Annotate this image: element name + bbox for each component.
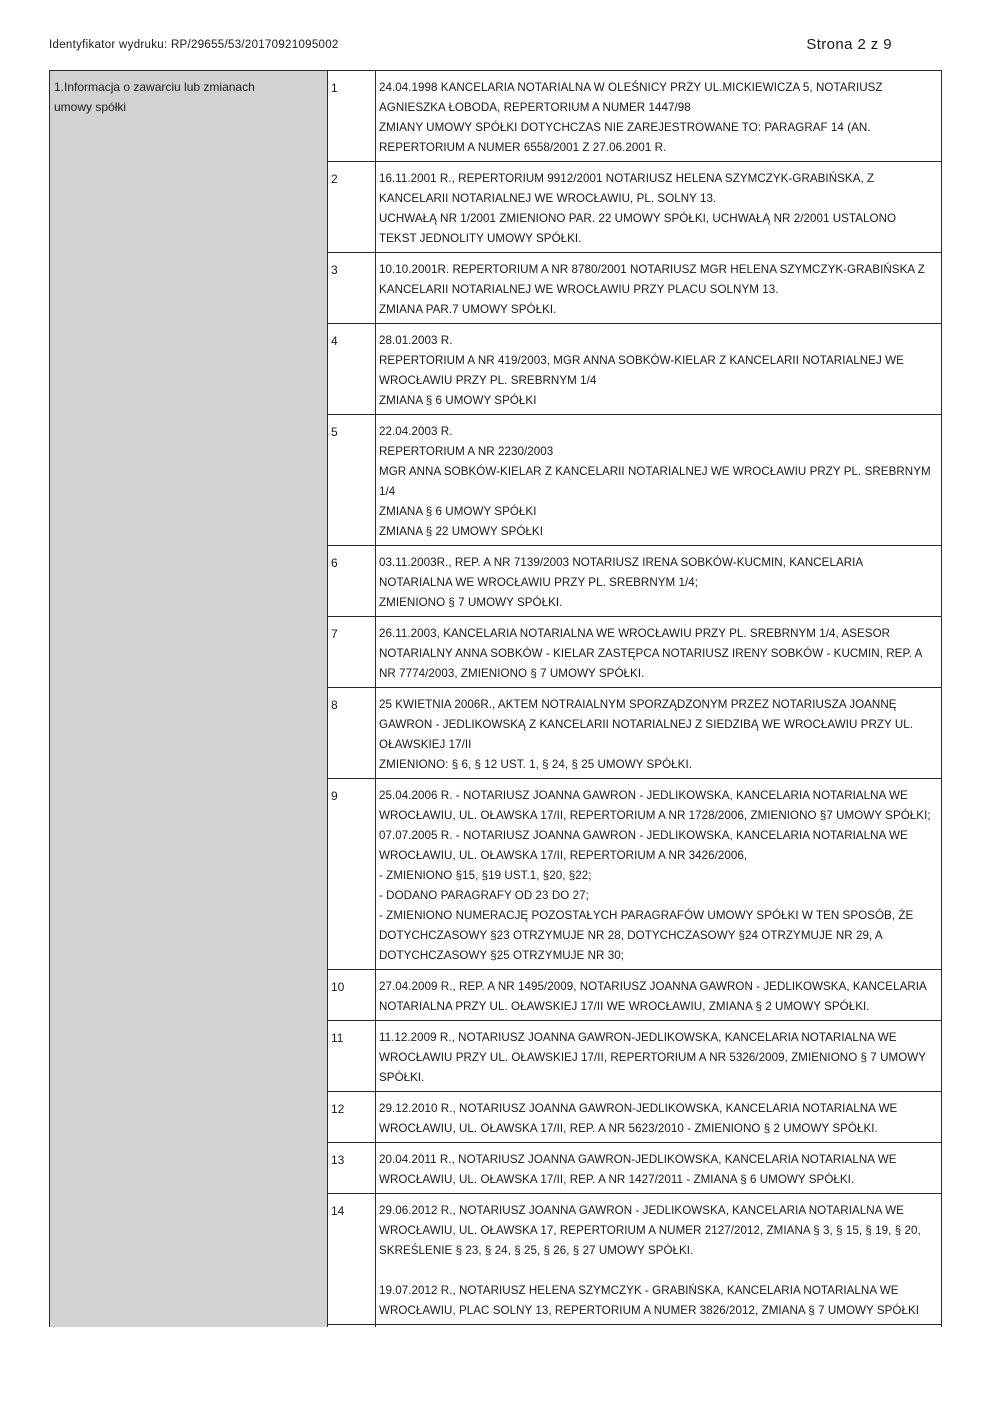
entry-text: 29.06.2012 R., NOTARIUSZ JOANNA GAWRON - JEDLIKOWSKA, KANCELARIA NOTARIALNA WE WROCŁAWIU, UL. OŁAWSKA 17, REPERTORIUM A NUMER 2127/2012, ZMIANA § 3, § 15, § 19, § 20, SKREŚLENIE § 23, § 24, § 25, § 26, § 27 UMOWY SPÓŁKI. 19.07.2012 R., NOTARIUSZ HELENA SZYMCZYK - GRABIŃSKA, KANCELARIA NOTARIALNA WE WROCŁAWIU, PLAC SOLNY 13, REPERTORIUM A NUMER 3826/2012, ZMIANA § 7 UMOWY SPÓŁKI [376,1194,942,1325]
print-identifier: Identyfikator wydruku: RP/29655/53/20170921095002 [49,39,339,51]
entry-number: 1 [328,71,376,162]
entry-number: 11 [328,1021,376,1092]
section-label-cell [50,71,328,1328]
entry-text: 27.04.2009 R., REP. A NR 1495/2009, NOTARIUSZ JOANNA GAWRON - JEDLIKOWSKA, KANCELARIA NOTARIALNA PRZY UL. OŁAWSKIEJ 17/II WE WROCŁAWIU, ZMIANA § 2 UMOWY SPÓŁKI. [376,970,942,1021]
entry-text: 03.11.2003R., REP. A NR 7139/2003 NOTARIUSZ IRENA SOBKÓW-KUCMIN, KANCELARIA NOTARIALNA WE WROCŁAWIU PRZY PL. SREBRNYM 1/4; ZMIENIONO § 7 UMOWY SPÓŁKI. [376,546,942,617]
entry-number: 6 [328,546,376,617]
entry-text: 22.04.2003 R. REPERTORIUM A NR 2230/2003 MGR ANNA SOBKÓW-KIELAR Z KANCELARII NOTARIALNEJ WE WROCŁAWIU PRZY PL. SREBRNYM 1/4 ZMIANA § 6 UMOWY SPÓŁKI ZMIANA § 22 UMOWY SPÓŁKI [376,415,942,546]
entry-number: 3 [328,253,376,324]
document-header [49,36,892,56]
section-label: 1.Informacja o zawarciu lub zmianach umowy spółki [54,80,255,114]
entry-text: 25.04.2006 R. - NOTARIUSZ JOANNA GAWRON - JEDLIKOWSKA, KANCELARIA NOTARIALNA WE WROCŁAWIU, UL. OŁAWSKA 17/II, REPERTORIUM A NR 1728/2006, ZMIENIONO §7 UMOWY SPÓŁKI; 07.07.2005 R. - NOTARIUSZ JOANNA GAWRON - JEDLIKOWSKA, KANCELARIA NOTARIALNA WE WROCŁAWIU, UL. OŁAWSKA 17/II, REPERTORIUM A NR 3426/2006, - ZMIENIONO §15, §19 UST.1, §20, §22; - DODANO PARAGRAFY OD 23 DO 27; - ZMIENIONO NUMERACJĘ POZOSTAŁYCH PARAGRAFÓW UMOWY SPÓŁKI W TEN SPOSÓB, ŻE DOTYCHCZASOWY §23 OTRZYMUJE NR 28, DOTYCHCZASOWY §24 OTRZYMUJE NR 29, A DOTYCHCZASOWY §25 OTRZYMUJE NR 30; [376,779,942,970]
entry-number: 14 [328,1194,376,1325]
entry-text: 25 KWIETNIA 2006R., AKTEM NOTRAIALNYM SPORZĄDZONYM PRZEZ NOTARIUSZA JOANNĘ GAWRON - JEDLIKOWSKĄ Z KANCELARII NOTARIALNEJ Z SIEDZIBĄ WE WROCŁAWIU PRZY UL. OŁAWSKIEJ 17/II ZMIENIONO: § 6, § 12 UST. 1, § 24, § 25 UMOWY SPÓŁKI. [376,688,942,779]
entry-text: 28.01.2003 R. REPERTORIUM A NR 419/2003, MGR ANNA SOBKÓW-KIELAR Z KANCELARII NOTARIALNEJ WE WROCŁAWIU PRZY PL. SREBRNYM 1/4 ZMIANA § 6 UMOWY SPÓŁKI [376,324,942,415]
continued-number-cell [328,1325,376,1328]
entry-number: 4 [328,324,376,415]
entry-text: 20.04.2011 R., NOTARIUSZ JOANNA GAWRON-JEDLIKOWSKA, KANCELARIA NOTARIALNA WE WROCŁAWIU, UL. OŁAWSKA 17/II, REP. A NR 1427/2011 - ZMIANA § 6 UMOWY SPÓŁKI. [376,1143,942,1194]
entry-text: 11.12.2009 R., NOTARIUSZ JOANNA GAWRON-JEDLIKOWSKA, KANCELARIA NOTARIALNA WE WROCŁAWIU PRZY UL. OŁAWSKIEJ 17/II, REPERTORIUM A NR 5326/2009, ZMIENIONO § 7 UMOWY SPÓŁKI. [376,1021,942,1092]
entry-text: 16.11.2001 R., REPERTORIUM 9912/2001 NOTARIUSZ HELENA SZYMCZYK-GRABIŃSKA, Z KANCELARII NOTARIALNEJ WE WROCŁAWIU, PL. SOLNY 13. UCHWAŁĄ NR 1/2001 ZMIENIONO PAR. 22 UMOWY SPÓŁKI, UCHWAŁĄ NR 2/2001 USTALONO TEKST JEDNOLITY UMOWY SPÓŁKI. [376,162,942,253]
entry-number: 2 [328,162,376,253]
entry-number: 10 [328,970,376,1021]
entry-number: 8 [328,688,376,779]
continued-text-cell [376,1325,942,1328]
entry-number: 5 [328,415,376,546]
entry-number: 12 [328,1092,376,1143]
table-row [50,71,942,162]
entry-text: 24.04.1998 KANCELARIA NOTARIALNA W OLEŚNICY PRZY UL.MICKIEWICZA 5, NOTARIUSZ AGNIESZKA ŁOBODA, REPERTORIUM A NUMER 1447/98 ZMIANY UMOWY SPÓŁKI DOTYCHCZAS NIE ZAREJESTROWANE TO: PARAGRAF 14 (AN. REPERTORIUM A NUMER 6558/2001 Z 27.06.2001 R. [376,71,942,162]
entry-text: 26.11.2003, KANCELARIA NOTARIALNA WE WROCŁAWIU PRZY PL. SREBRNYM 1/4, ASESOR NOTARIALNY ANNA SOBKÓW - KIELAR ZASTĘPCA NOTARIUSZ IRENY SOBKÓW - KUCMIN, REP. A NR 7774/2003, ZMIENIONO § 7 UMOWY SPÓŁKI. [376,617,942,688]
entry-number: 7 [328,617,376,688]
entry-number: 9 [328,779,376,970]
page-number: Strona 2 z 9 [806,36,892,53]
entry-text: 29.12.2010 R., NOTARIUSZ JOANNA GAWRON-JEDLIKOWSKA, KANCELARIA NOTARIALNA WE WROCŁAWIU, UL. OŁAWSKA 17/II, REP. A NR 5623/2010 - ZMIENIONO § 2 UMOWY SPÓŁKI. [376,1092,942,1143]
entry-number: 13 [328,1143,376,1194]
register-section-table [49,70,942,1327]
entry-text: 10.10.2001R. REPERTORIUM A NR 8780/2001 NOTARIUSZ MGR HELENA SZYMCZYK-GRABIŃSKA Z KANCELARII NOTARIALNEJ WE WROCŁAWIU PRZY PLACU SOLNYM 13. ZMIANA PAR.7 UMOWY SPÓŁKI. [376,253,942,324]
